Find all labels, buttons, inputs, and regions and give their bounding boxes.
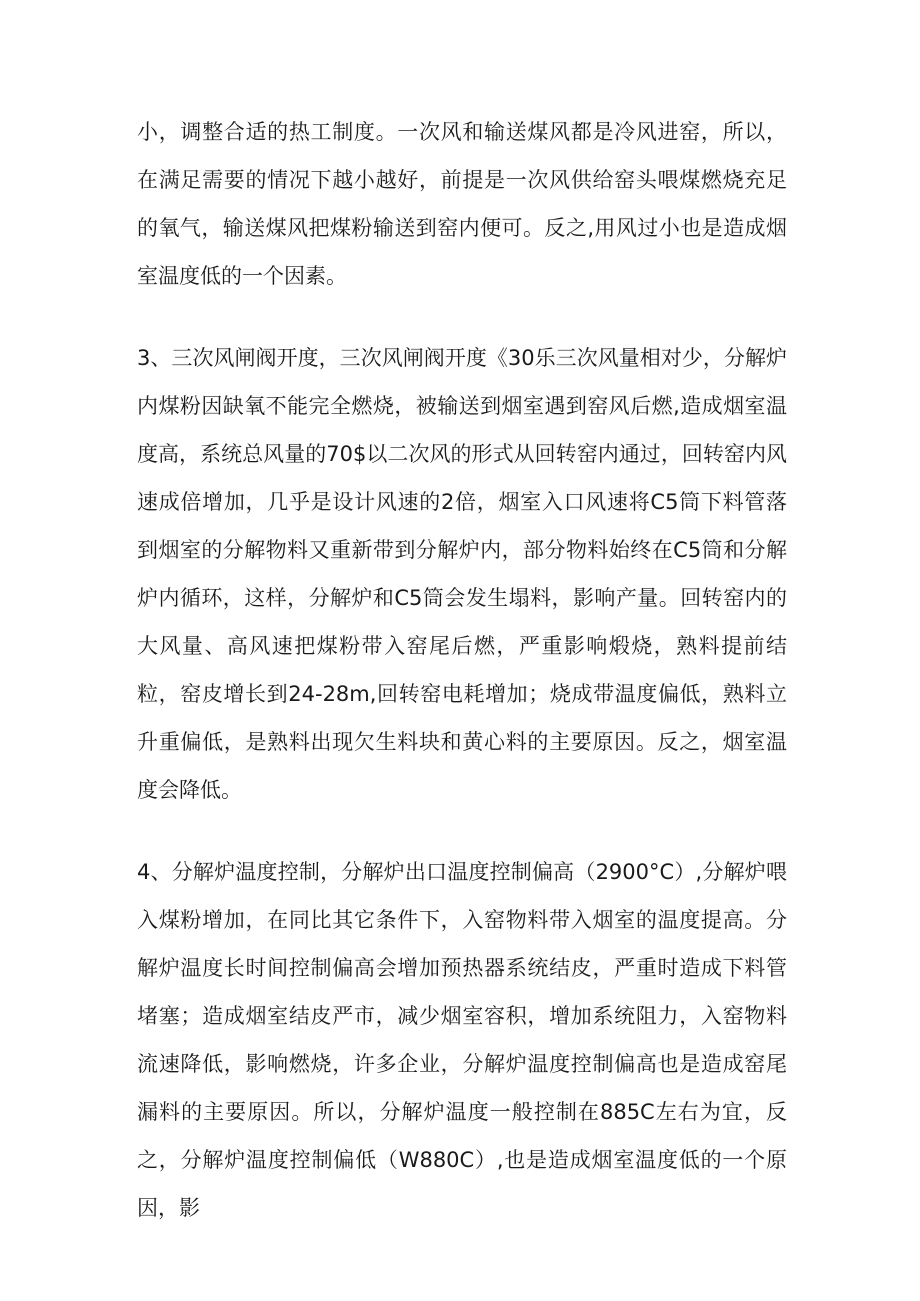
paragraph-tertiary-air-damper: 3、三次风闸阀开度，三次风闸阀开度《30乐三次风量相对少，分解炉内煤粉因缺氧不能完全燃烧，被输送到烟室遇到窑风后燃,造成烟室温度高，系统总风量的70$以二次风的形式从回转窑内通过，回转窑内风速成倍增加，几乎是设计风速的2倍，烟室入口风速将C5筒下料管落到烟室的分解物料又重新带到分解炉内，部分物料始终在C5筒和分解炉内循环，这样，分解炉和C5筒会发生塌料，影响产量。回转窑内的大风量、高风速把煤粉带入窑尾后燃，严重影响煅烧，熟料提前结粒，窑皮增长到24-28m,回转窑电耗增加；烧成带温度偏低，熟料立升重偏低，是熟料出现欠生料块和黄心料的主要原因。反之，烟室温度会降低。 [137, 346, 787, 802]
paragraph-primary-air: 小，调整合适的热工制度。一次风和输送煤风都是冷风进窑，所以，在满足需要的情况下越小越好，前提是一次风供给窑头喂煤燃烧充足的氧气，输送煤风把煤粉输送到窑内便可。反之,用风过小也是造成烟室温度低的一个因素。 [137, 120, 787, 288]
document-body [137, 108, 787, 1266]
paragraph-calciner-temperature: 4、分解炉温度控制，分解炉出口温度控制偏高（2900°C）,分解炉喂入煤粉增加，在同比其它条件下，入窑物料带入烟室的温度提高。分解炉温度长时间控制偏高会增加预热器系统结皮，严重时造成下料管堵塞；造成烟室结皮严市，减少烟室容积，增加系统阻力，入窑物料流速降低，影响燃烧，许多企业，分解炉温度控制偏高也是造成窑尾漏料的主要原因。所以，分解炉温度一般控制在885C左右为宜，反之，分解炉温度控制偏低（W880C）,也是造成烟室温度低的一个原因，影 [137, 860, 787, 1220]
